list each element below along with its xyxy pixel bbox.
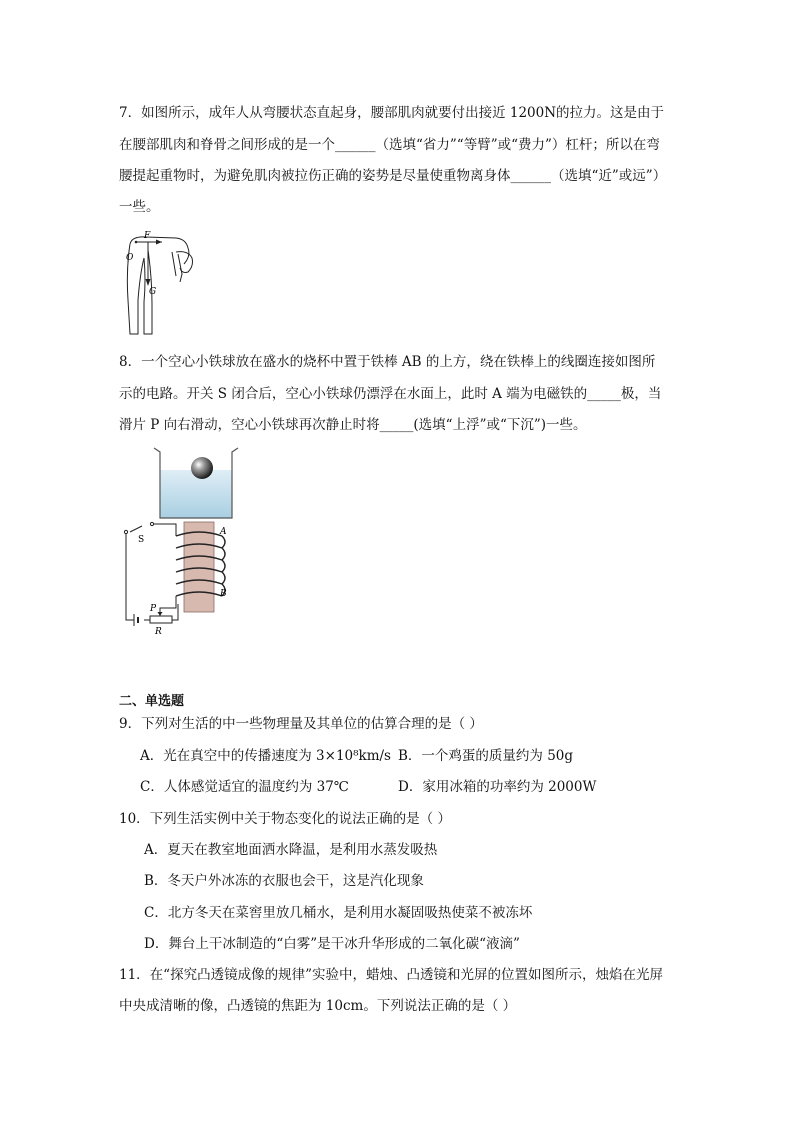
q7-text-line1: 7．如图所示，成年人从弯腰状态直起身，腰部肌肉就要付出接近 1200N的拉力。这是由于 xyxy=(119,105,665,121)
q8-text-line3: 滑片 P 向右滑动，空心小铁球再次静止时将_____(选填“上浮”或“下沉”)一些。 xyxy=(119,417,587,433)
gravity-label-g: G xyxy=(149,287,157,297)
pivot-label-o: O xyxy=(126,253,134,263)
q9-option-c: C．人体感觉适宜的温度约为 37℃ xyxy=(140,779,349,795)
q10-option-b: B．冬天户外冰冻的衣服也会干，这是汽化现象 xyxy=(144,873,424,889)
q10-option-a: A．夏天在教室地面洒水降温，是利用水蒸发吸热 xyxy=(144,842,438,858)
switch-label-s: S xyxy=(138,535,145,545)
q9-option-a: A．光在真空中的传播速度为 3×10⁸km/s xyxy=(140,748,391,764)
bending-person-lever-figure xyxy=(118,230,208,338)
q9-option-b: B．一个鸡蛋的质量约为 50g xyxy=(398,748,574,764)
q8-text-line1: 8．一个空心小铁球放在盛水的烧杯中置于铁棒 AB 的上方，绕在铁棒上的线圈连接如图所 xyxy=(119,354,656,370)
rod-end-b-label: B xyxy=(220,589,227,599)
q11-text-line2: 中央成清晰的像，凸透镜的焦距为 10cm。下列说法正确的是（ ） xyxy=(119,998,517,1014)
q7-text-line4: 一些。 xyxy=(119,199,160,215)
q11-text-line1: 11．在“探究凸透镜成像的规律”实验中，蜡烛、凸透镜和光屏的位置如图所示，烛焰在光屏 xyxy=(119,967,663,983)
electromagnet-circuit-figure xyxy=(116,444,246,636)
q9-option-d: D．家用冰箱的功率约为 2000W xyxy=(398,779,597,795)
slider-label-p: P xyxy=(150,604,157,614)
q10-option-c: C．北方冬天在菜窖里放几桶水，是利用水凝固吸热使菜不被冻坏 xyxy=(144,905,533,921)
q9-stem: 9．下列对生活的中一些物理量及其单位的估算合理的是（ ） xyxy=(119,716,483,732)
rod-end-a-label: A xyxy=(220,527,227,537)
rheostat-label-r: R xyxy=(155,627,162,636)
force-label-f: F xyxy=(144,231,151,241)
section-heading-single-choice: 二、单选题 xyxy=(119,694,185,709)
q8-text-line2: 示的电路。开关 S 闭合后，空心小铁球仍漂浮在水面上，此时 A 端为电磁铁的_____极，当 xyxy=(119,386,662,402)
q7-text-line2: 在腰部肌肉和脊骨之间形成的是一个______（选填“省力”“等臂”或“费力”）杠杆；所以在弯 xyxy=(119,137,660,153)
q7-text-line3: 腰提起重物时，为避免肌肉被拉伤正确的姿势是尽量使重物离身体______（选填“近”或远”） xyxy=(119,168,667,184)
q10-option-d: D．舞台上干冰制造的“白雾”是干冰升华形成的二氧化碳“液滴” xyxy=(144,936,520,952)
q10-stem: 10．下列生活实例中关于物态变化的说法正确的是（ ） xyxy=(119,811,451,827)
